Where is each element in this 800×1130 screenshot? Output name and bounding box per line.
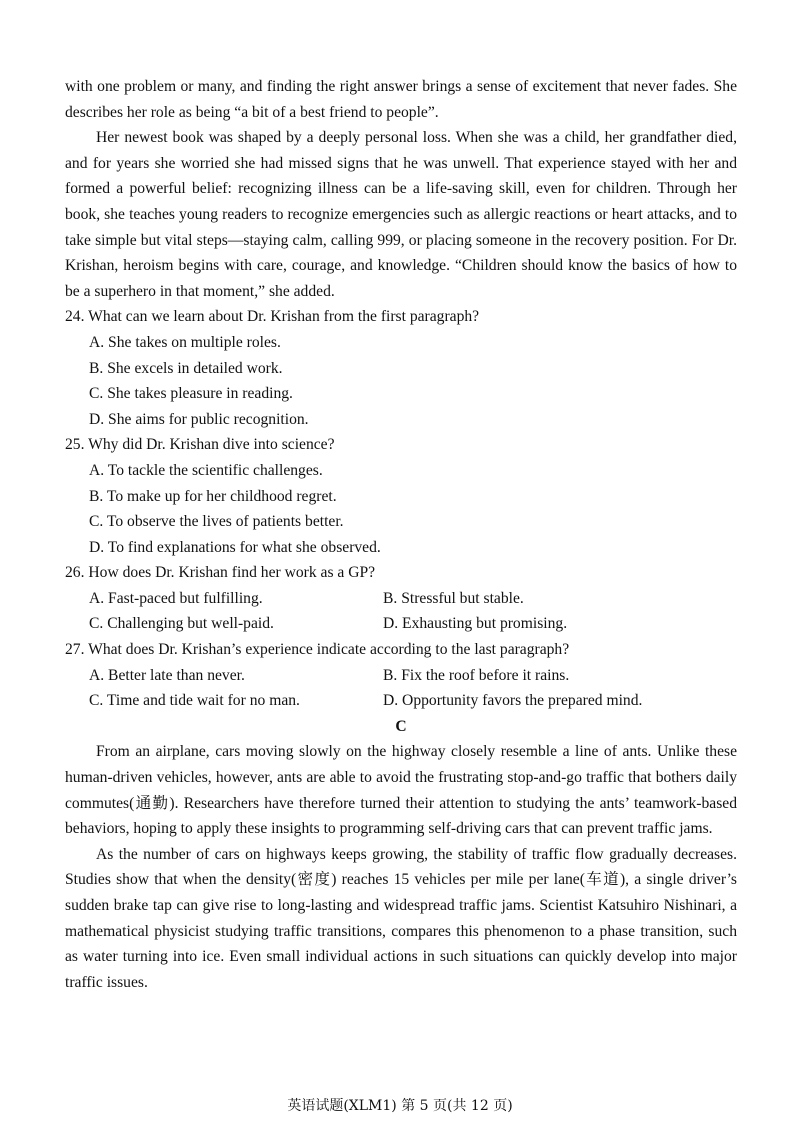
option-c: C. Challenging but well-paid. [89, 615, 274, 633]
section-heading-c: C [395, 717, 407, 735]
option-d: D. Exhausting but promising. [383, 615, 568, 633]
options-row [65, 688, 737, 714]
option-c: C. To observe the lives of patients better. [89, 513, 344, 531]
options-row [65, 586, 737, 612]
option-b: B. Fix the roof before it rains. [383, 666, 570, 684]
option-a: A. Better late than never. [89, 666, 245, 684]
option-d: D. She aims for public recognition. [89, 410, 309, 428]
option-c: C. Time and tide wait for no man. [89, 692, 300, 710]
option-c: C. She takes pleasure in reading. [89, 385, 293, 403]
question-stem: 27. What does Dr. Krishan’s experience indicate according to the last paragraph? [65, 641, 570, 659]
option-d: D. Opportunity favors the prepared mind. [383, 692, 643, 710]
option-a: A. To tackle the scientific challenges. [89, 461, 323, 479]
option-b: B. She excels in detailed work. [89, 359, 283, 377]
passage-c-paragraph-1: From an airplane, cars moving slowly on the highway closely resemble a line of ants. Unlike these human-driven vehicles, however, ants are able to avoid the frustrating stop-and-go traffic that bothers daily commutes(通勤). Researchers have therefore turned their attention to studying the ants’ teamwork-based behaviors, hoping to apply these insights to programming self-driving cars that can prevent traffic jams. [65, 743, 737, 838]
question-stem: 26. How does Dr. Krishan find her work as a GP? [65, 564, 376, 582]
option-b: B. To make up for her childhood regret. [89, 487, 337, 505]
options-row [65, 611, 737, 637]
question-stem: 24. What can we learn about Dr. Krishan from the first paragraph? [65, 308, 480, 326]
options-row [65, 663, 737, 689]
page-footer: 英语试题(XLM1) 第 5 页(共 12 页) [287, 1098, 513, 1114]
paragraph-last: Her newest book was shaped by a deeply personal loss. When she was a child, her grandfather died, and for years she worried she had missed signs that he was unwell. That experience stayed with her and formed a powerful belief: recognizing illness can be a life-saving skill, even for children. Through her book, she teaches young readers to recognize emergencies such as allergic reactions or heart attacks, and to take simple but vital steps—staying calm, calling 999, or placing someone in the recovery position. For Dr. Krishan, heroism begins with care, courage, and knowledge. “Children should know the basics of how to be a superhero in that moment,” she added. [65, 129, 737, 300]
passage-c-paragraph-2: As the number of cars on highways keeps growing, the stability of traffic flow gradually decreases. Studies show that when the density(密度) reaches 15 vehicles per mile per lane(车道), a single driver’s sudden brake tap can give rise to long-lasting and widespread traffic jams. Scientist Katsuhiro Nishinari, a mathematical physicist studying traffic transitions, compares this phenomenon to a phase transition, such as water turning into ice. Even small individual actions in such situations can quickly develop into major traffic issues. [65, 845, 737, 991]
option-d: D. To find explanations for what she observed. [89, 538, 381, 556]
exam-page [65, 74, 737, 995]
option-a: A. Fast-paced but fulfilling. [89, 589, 263, 607]
question-27 [65, 637, 737, 714]
question-25 [65, 432, 737, 560]
option-a: A. She takes on multiple roles. [89, 333, 281, 351]
paragraph-continued: with one problem or many, and finding the right answer brings a sense of excitement that never fades. She describes her role as being “a bit of a best friend to people”. [65, 78, 737, 121]
question-stem: 25. Why did Dr. Krishan dive into science? [65, 436, 335, 454]
question-26 [65, 560, 737, 637]
question-24 [65, 304, 737, 432]
option-b: B. Stressful but stable. [383, 589, 524, 607]
